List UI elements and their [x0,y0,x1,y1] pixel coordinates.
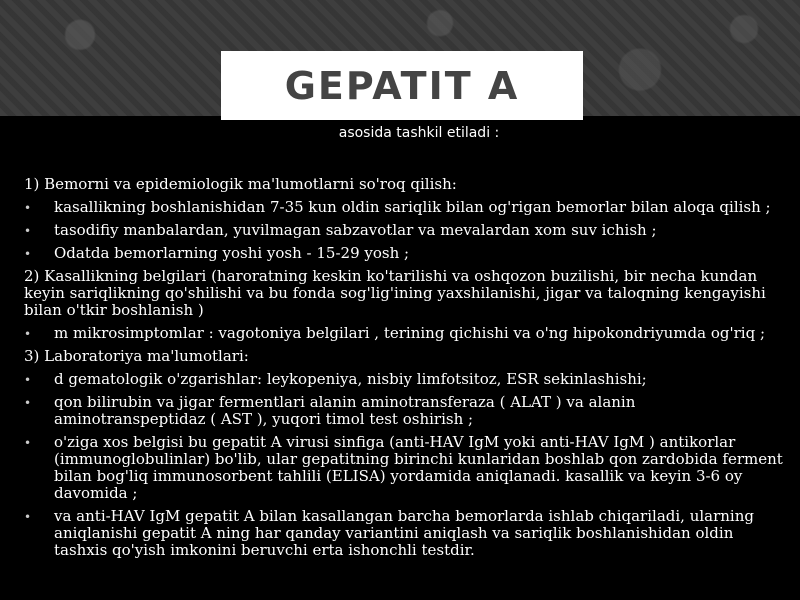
bullet-text: tasodifiy manbalardan, yuvilmagan sabzavotlar va mevalardan xom suv ichish ; [54,221,657,239]
paragraph-text: 3) Laboratoriya ma'lumotlari: [24,347,249,365]
bullet-text: qon bilirubin va jigar fermentlari alanin aminotransferaza ( ALAT ) va alanin aminotranspeptidaz ( AST ), yuqori timol test oshirish ; [54,393,636,428]
bullet-item [24,325,784,342]
bullet-item [24,245,784,262]
bullet-item [24,508,784,559]
bullet-icon: • [24,224,32,238]
slide-content [24,125,784,565]
content-blocks [24,176,784,559]
bullet-icon: • [24,396,32,410]
bullet-icon: • [24,201,32,215]
bullet-icon: • [24,247,32,261]
bullet-text: va anti-HAV IgM gepatit A bilan kasallangan barcha bemorlarda ishlab chiqariladi, ularning aniqlanishi gepatit A ning har qanday variantini aniqlash va sariqlik boshlanishidan oldin tashxis qo'yish imkonini beruvchi erta ishonchli testdir. [54,507,754,559]
bullet-text: Odatda bemorlarning yoshi yosh - 15-29 yosh ; [54,244,410,262]
bullet-icon: • [24,373,32,387]
bullet-icon: • [24,510,32,524]
paragraph [24,176,784,193]
title-box [221,51,583,120]
bullet-icon: • [24,327,32,341]
bullet-icon: • [24,436,32,450]
bullet-text: d gematologik o'zgarishlar: leykopeniya, nisbiy limfotsitoz, ESR sekinlashishi; [54,370,647,388]
bullet-text: m mikrosimptomlar : vagotoniya belgilari , terining qichishi va o'ng hipokondriyumda og'riq ; [54,324,766,342]
intro-text: asosida tashkil etiladi : [338,125,500,141]
bullet-text: o'ziga xos belgisi bu gepatit A virusi sinfiga (anti-HAV IgM yoki anti-HAV IgM ) antikorlar (immunoglobulinlar) bo'lib, ular gepatitning birinchi kunlaridan boshlab qon zardobida ferment bilan bog'liq immunosorbent tahlili (ELISA) yordamida aniqlanadi. kasallik va keyin 3-6 oy davomida ; [54,433,783,502]
bullet-text: kasallikning boshlanishidan 7-35 kun oldin sariqlik bilan og'rigan bemorlar bilan aloqa qilish ; [54,198,771,216]
bullet-item [24,222,784,239]
slide-title: GEPATIT A [284,63,520,108]
paragraph-text: 2) Kasallikning belgilari (haroratning keskin ko'tarilishi va oshqozon buzilishi, bir necha kundan keyin sariqlikning qo'shilishi va bu fonda sog'lig'ining yaxshilanishi, jigar va taloqning kengayishi bilan o'tkir boshlanish ) [24,267,766,319]
bullet-item [24,199,784,216]
paragraph [24,348,784,365]
bullet-item [24,394,784,428]
paragraph-text: 1) Bemorni va epidemiologik ma'lumotlarni so'roq qilish: [24,175,457,193]
bullet-item [24,434,784,502]
bullet-item [24,371,784,388]
paragraph [24,268,784,319]
